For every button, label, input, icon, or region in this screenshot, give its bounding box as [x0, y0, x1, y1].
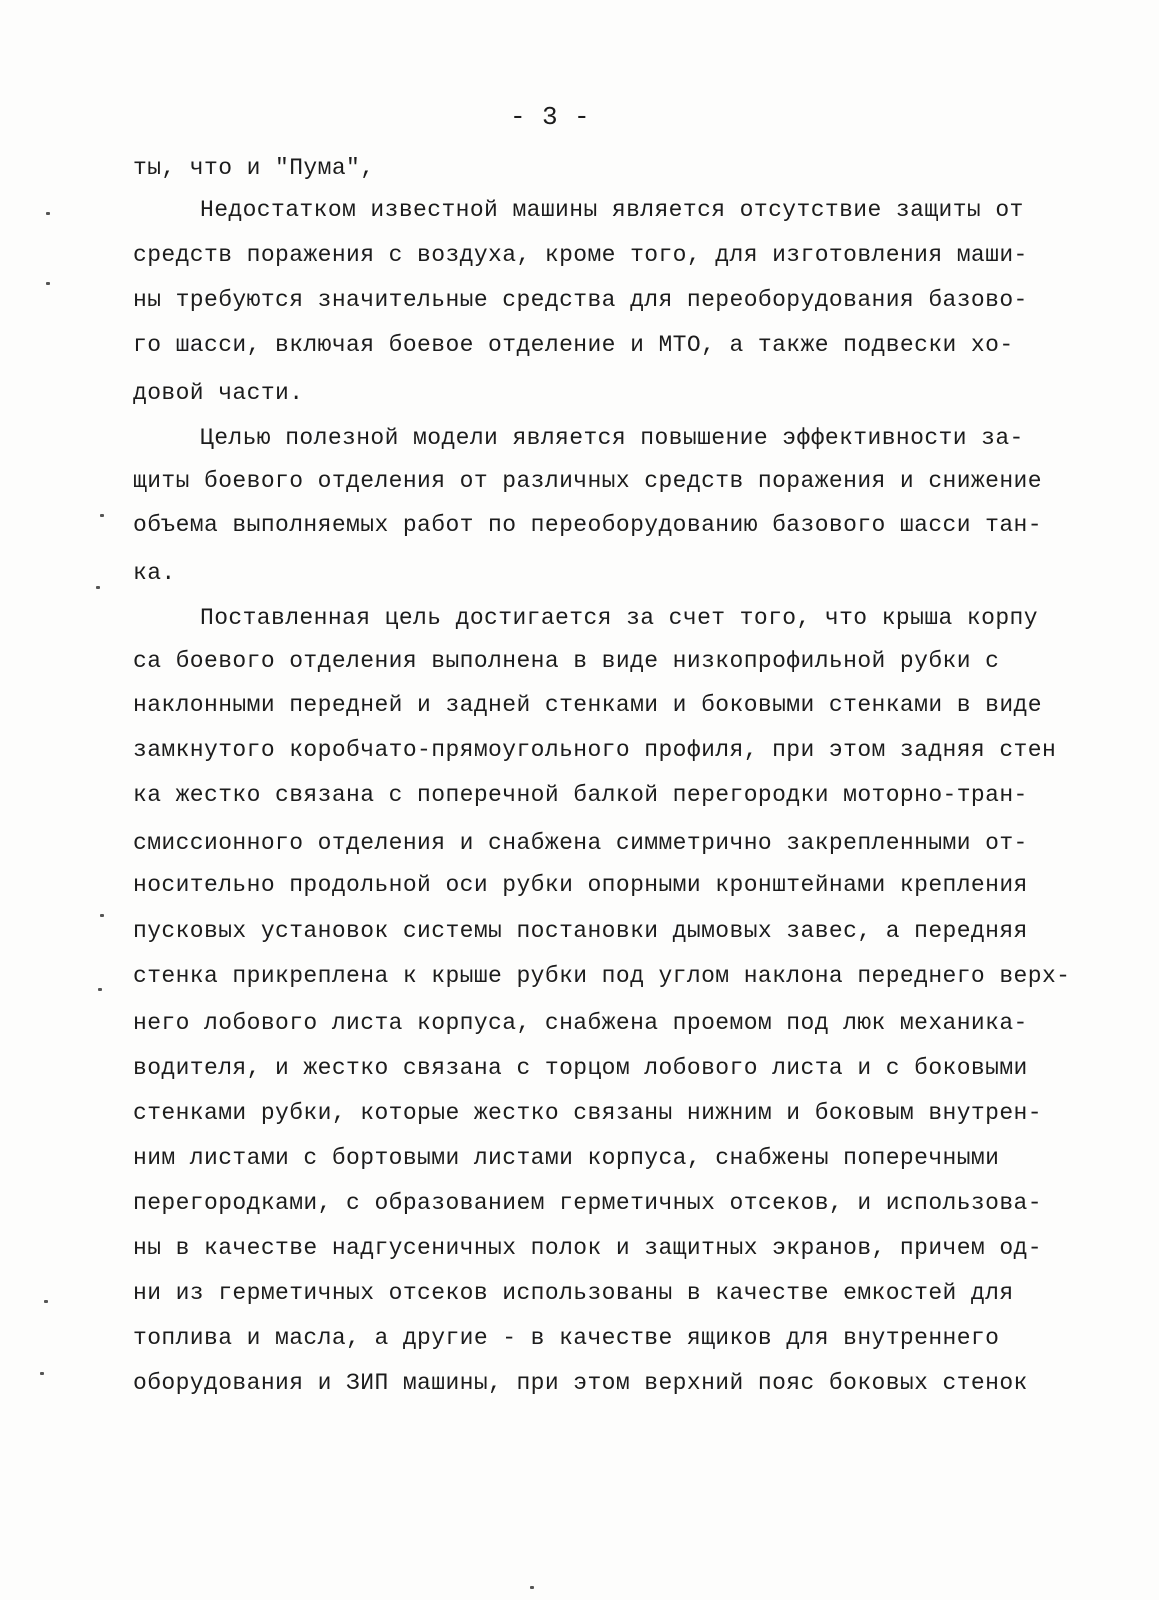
text-line: са боевого отделения выполнена в виде низкопрофильной рубки с [133, 648, 1000, 674]
scan-speck [46, 282, 50, 285]
scan-speck [98, 988, 102, 991]
text-line: ни из герметичных отсеков использованы в качестве емкостей для [133, 1280, 1014, 1306]
text-line: объема выполняемых работ по переоборудованию базового шасси тан- [133, 512, 1042, 538]
text-line: оборудования и ЗИП машины, при этом верхний пояс боковых стенок [133, 1370, 1028, 1396]
text-line: щиты боевого отделения от различных средств поражения и снижение [133, 468, 1042, 494]
text-line: стенками рубки, которые жестко связаны нижним и боковым внутрен- [133, 1100, 1042, 1126]
text-line: смиссионного отделения и снабжена симметрично закрепленными от- [133, 830, 1028, 856]
text-line: замкнутого коробчато-прямоугольного профиля, при этом задняя стен [133, 737, 1057, 763]
text-line: водителя, и жестко связана с торцом лобового листа и с боковыми [133, 1055, 1028, 1081]
text-line: носительно продольной оси рубки опорными кронштейнами крепления [133, 872, 1028, 898]
scan-speck [44, 1300, 48, 1303]
text-line: ка жестко связана с поперечной балкой перегородки моторно-тран- [133, 782, 1028, 808]
scan-speck [46, 212, 50, 215]
text-line: Целью полезной модели является повышение эффективности за- [200, 425, 1024, 451]
scan-speck [96, 586, 100, 589]
text-line: пусковых установок системы постановки дымовых завес, а передняя [133, 918, 1028, 944]
page-number: - 3 - [509, 102, 590, 132]
scan-speck [530, 1586, 534, 1589]
text-line: средств поражения с воздуха, кроме того, для изготовления маши- [133, 242, 1028, 268]
text-line: ты, что и "Пума", [133, 155, 375, 181]
text-line: ка. [133, 560, 176, 586]
text-line: Поставленная цель достигается за счет того, что крыша корпу [200, 605, 1038, 631]
text-line: Недостатком известной машины является отсутствие защиты от [200, 197, 1024, 223]
text-line: го шасси, включая боевое отделение и МТО, а также подвески хо- [133, 332, 1014, 358]
text-line: стенка прикреплена к крыше рубки под углом наклона переднего верх- [133, 963, 1071, 989]
scan-speck [40, 1372, 44, 1375]
text-line: ним листами с бортовыми листами корпуса, снабжены поперечными [133, 1145, 1000, 1171]
scan-speck [100, 914, 104, 917]
text-line: него лобового листа корпуса, снабжена проемом под люк механика- [133, 1010, 1028, 1036]
text-line: ны требуются значительные средства для переоборудования базово- [133, 287, 1028, 313]
text-line: топлива и масла, а другие - в качестве ящиков для внутреннего [133, 1325, 1000, 1351]
text-line: довой части. [133, 380, 304, 406]
text-line: наклонными передней и задней стенками и боковыми стенками в виде [133, 692, 1042, 718]
text-line: перегородками, с образованием герметичных отсеков, и использова- [133, 1190, 1042, 1216]
text-line: ны в качестве надгусеничных полок и защитных экранов, причем од- [133, 1235, 1042, 1261]
scan-speck [100, 514, 104, 517]
